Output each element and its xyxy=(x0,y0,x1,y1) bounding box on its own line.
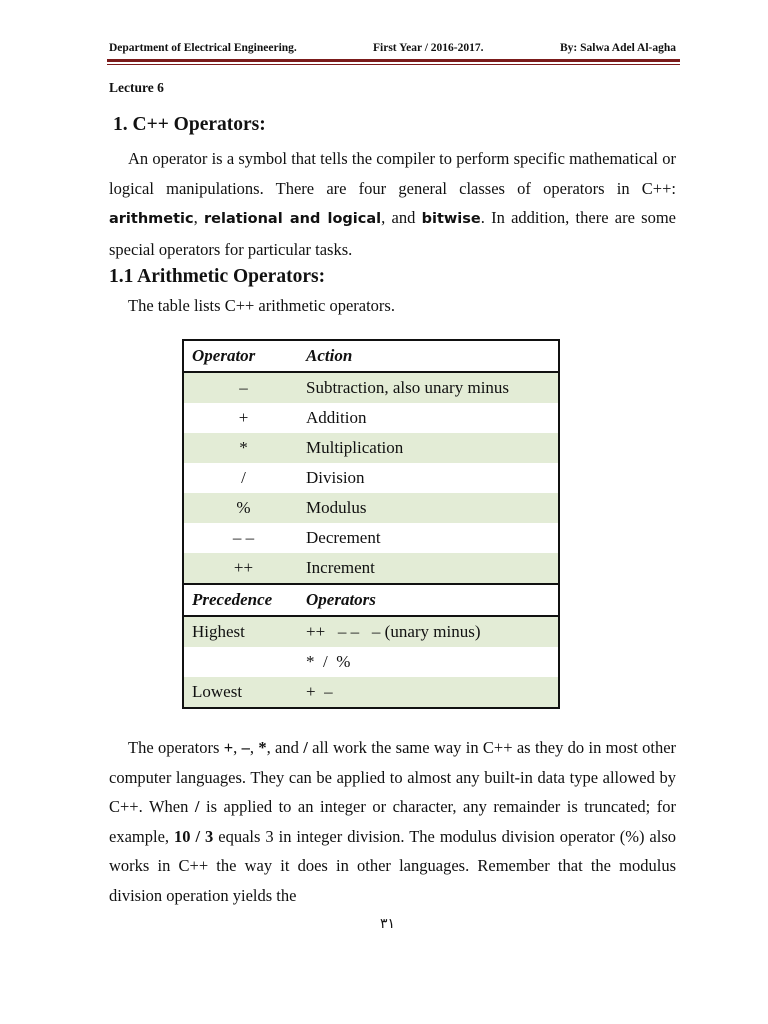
operator-cell: / xyxy=(183,463,303,493)
table-row xyxy=(183,433,559,463)
operator-cell: – – xyxy=(183,523,303,553)
bold-plus: + xyxy=(223,738,234,757)
header-year: First Year / 2016-2017. xyxy=(373,42,484,54)
header-rule-thin xyxy=(107,64,680,65)
header-rule-thick xyxy=(107,59,680,62)
table-row xyxy=(183,616,559,647)
table-row xyxy=(183,372,559,403)
action-cell: Addition xyxy=(303,403,559,433)
bold-minus: – xyxy=(241,738,250,757)
page-header xyxy=(109,42,676,58)
page-number: ٣١ xyxy=(380,917,396,932)
header-operator: Operator xyxy=(183,340,303,372)
header-operators: Operators xyxy=(303,584,559,616)
table-row xyxy=(183,403,559,433)
term-arithmetic: arithmetic xyxy=(109,211,194,227)
table-row xyxy=(183,493,559,523)
table-row xyxy=(183,553,559,584)
bold-example: 10 / 3 xyxy=(174,826,214,846)
action-cell: Subtraction, also unary minus xyxy=(303,372,559,403)
table-row xyxy=(183,463,559,493)
bold-divide: / xyxy=(303,738,308,757)
operator-cell: + xyxy=(183,403,303,433)
precedence-ops-cell: + – xyxy=(303,677,559,708)
bold-divide-2: / xyxy=(194,797,200,816)
table-intro-text: The table lists C++ arithmetic operators. xyxy=(128,296,395,315)
term-bitwise: bitwise xyxy=(421,211,481,227)
precedence-level-cell xyxy=(183,647,303,677)
precedence-ops-cell: ++ – – – (unary minus) xyxy=(303,616,559,647)
operators-paragraph: The operators +, –, *, and / all work the same way in C++ as they do in most other computer languages. They can be applied to almost any built-in data type allowed by C++. When / is applied to an integer or character, any remainder is truncated; for example, 10 / 3 equals 3 in integer division. The modulus division operator (%) also works in C++ the way it does in other languages. Remember that the modulus division operation yields the xyxy=(109,738,677,905)
operator-cell: – xyxy=(183,372,303,403)
section-heading-arithmetic: 1.1 Arithmetic Operators: xyxy=(109,266,326,287)
action-cell: Multiplication xyxy=(303,433,559,463)
action-cell: Increment xyxy=(303,553,559,584)
action-cell: Modulus xyxy=(303,493,559,523)
section-heading-operators: 1. C++ Operators: xyxy=(113,114,266,135)
header-precedence: Precedence xyxy=(183,584,303,616)
table-row xyxy=(183,647,559,677)
intro-paragraph: An operator is a symbol that tells the compiler to perform specific mathematical or logical manipulations. There are four general classes of operators in C++: arithmetic, relational and logical, and bitwise. In addition, there are some special operators for particular tasks. xyxy=(109,149,676,259)
header-author: By: Salwa Adel Al-agha xyxy=(560,42,676,54)
action-cell: Decrement xyxy=(303,523,559,553)
header-department: Department of Electrical Engineering. xyxy=(109,42,297,54)
term-relational-logical: relational and logical xyxy=(203,211,382,227)
precedence-header-row xyxy=(183,584,559,616)
header-action: Action xyxy=(303,340,559,372)
lecture-label: Lecture 6 xyxy=(109,80,164,95)
precedence-ops-cell: * / % xyxy=(303,647,559,677)
table-header-row xyxy=(183,340,559,372)
precedence-level-cell: Lowest xyxy=(183,677,303,708)
operator-cell: ++ xyxy=(183,553,303,584)
operator-cell: % xyxy=(183,493,303,523)
bold-multiply: * xyxy=(258,738,267,757)
action-cell: Division xyxy=(303,463,559,493)
table-row xyxy=(183,523,559,553)
operator-cell: * xyxy=(183,433,303,463)
table-row xyxy=(183,677,559,708)
precedence-level-cell: Highest xyxy=(183,616,303,647)
arithmetic-operators-table xyxy=(182,339,560,709)
